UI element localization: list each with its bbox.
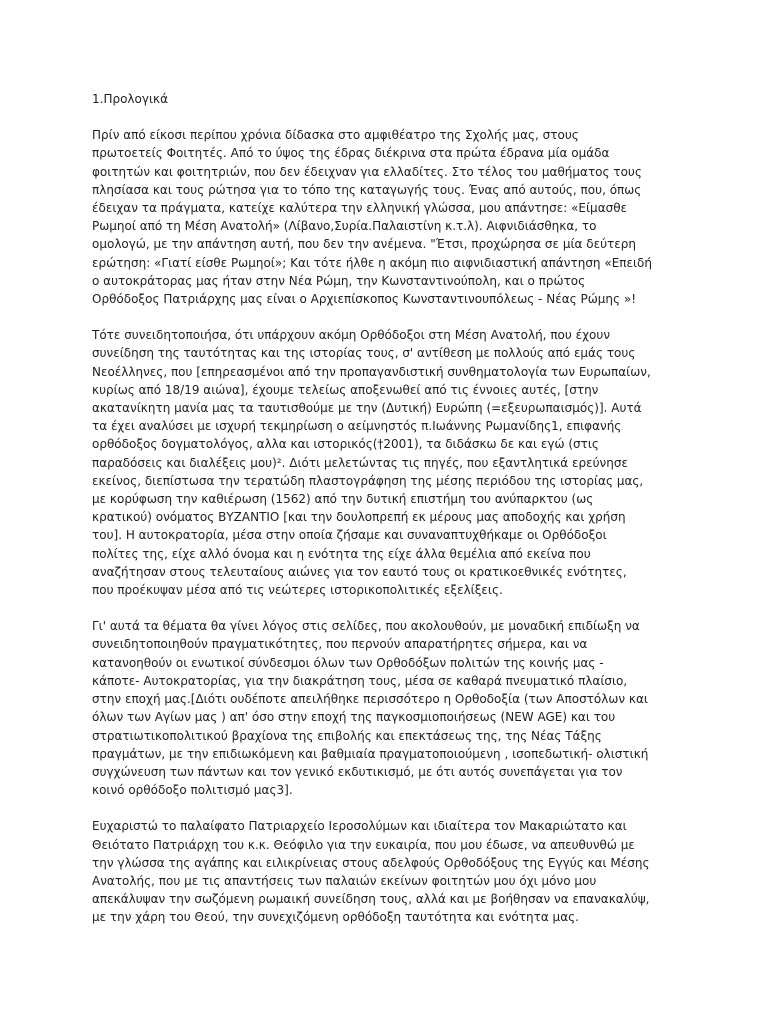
text-line: κυρίως από 18/19 αιώνα], έχουμε τελείως αποξενωθεί από τις έννοιες αυτές, [στην — [92, 382, 599, 397]
text-line: αναζήτησαν στους τελευταίους αιώνες για τον εαυτό τους οι κρατικοεθνικές ενότητες, — [92, 564, 627, 579]
text-line: Τότε συνειδητοποιήσα, ότι υπάρχουν ακόμη Ορθόδοξοι στη Μέση Ανατολή, που έχουν — [92, 328, 611, 343]
text-line: κάποτε- Αυτοκρατορίας, για την διακράτηση τους, μέσα σε καθαρά πνευματικό πλαίσιο, — [92, 673, 628, 688]
text-line: φοιτητών και φοιτητριών, που δεν έδειχναν για ελλαδίτες. Στο τέλος του μαθήματος τους — [92, 164, 642, 179]
text-line: εκείνος, διεπίστωσα την τερατώδη πλαστογράφηση της μέσης περιόδου της ιστορίας μας, — [92, 473, 644, 488]
text-line: πολίτες της, είχε αλλό όνομα και η ενότητα της είχε άλλα θεμέλια από εκείνα που — [92, 546, 591, 561]
paragraph — [92, 326, 682, 599]
text-line: Ρωμηοί από τη Μέση Ανατολή» (Λίβανο,Συρία.Παλαιστίνη κ.τ.λ). Αιφνιδιάσθηκα, το — [92, 219, 597, 234]
paragraph — [92, 817, 682, 926]
section-heading: 1.Προλογικά — [92, 92, 169, 106]
text-line: που προέκυψαν μέσα από τις νεώτερες ιστορικοπολιτικές εξελίξεις. — [92, 583, 503, 598]
text-line: την γλώσσα της αγάπης και ειλικρίνειας στους αδελφούς Ορθοδόξους της Εγγύς και Μέσης — [92, 855, 650, 870]
text-line: ο αυτοκράτορας μας ήταν στην Νέα Ρώμη, την Κωνσταντινούπολη, και ο πρώτος — [92, 273, 586, 288]
text-line: ορθόδοξος δογματολόγος, αλλα και ιστορικός(†2001), τα διδάσκω δε και εγώ (στις — [92, 437, 599, 452]
text-line: Πρίν από είκοσι περίπου χρόνια δίδασκα στο αμφιθέατρο της Σχολής μας, στους — [92, 128, 579, 143]
text-line: συνείδηση της ταυτότητας και της ιστορίας τους, σ' αντίθεση με πολλούς από εμάς τους — [92, 346, 636, 361]
paragraph-container — [92, 126, 682, 926]
text-line: Ορθόδοξος Πατριάρχης μας είναι ο Αρχιεπίσκοπος Κωνσταντινουπόλεως - Νέας Ρώμης »! — [92, 292, 637, 307]
text-line: απεκάλυψαν την σωζόμενη ρωμαική συνείδηση τους, αλλά και με βοήθησαν να επανακαλύψ, — [92, 892, 650, 907]
text-line: ομολογώ, με την απάντηση αυτή, που δεν την ανέμενα. "Έτσι, προχώρησα σε μία δεύτερη — [92, 237, 636, 252]
text-line: κατανοηθούν οι ενωτικοί σύνδεσμοι όλων των Ορθοδόξων πολιτών της κοινής μας - — [92, 655, 604, 670]
text-line: πρωτοετείς Φοιτητές. Από το ύψος της έδρας διέκρινα στα πρώτα έδρανα μία ομάδα — [92, 146, 610, 161]
text-line: Ανατολής, που με τις απαντήσεις των παλαιών εκείνων φοιτητών μου όχι μόνο μου — [92, 873, 597, 888]
text-line: παραδόσεις και διαλέξεις μου)². Διότι μελετώντας τις πηγές, που εξαντλητικά ερεύνησε — [92, 455, 628, 470]
text-line: συνειδητοποιηθούν πραγματικότητες, που περνούν απαρατήρητες σήμερα, και να — [92, 637, 588, 652]
text-line: Γι' αυτά τα θέματα θα γίνει λόγος στις σελίδες, που ακολουθούν, με μοναδική επιδίωξη να — [92, 619, 640, 634]
text-line: στην εποχή μας.[Διότι ουδέποτε απειλήθηκε περισσότερο η Ορθοδοξία (των Αποστόλων και — [92, 692, 648, 707]
text-line: Νεοέλληνες, που [επηρεασμένοι από την προπαγανδιστική συνθηματολογία των Ευρωπαίων, — [92, 364, 651, 379]
text-line: πραγμάτων, με την επιδιωκόμενη και βαθμιαία πραγματοποιούμενη , ισοπεδωτική- ολιστική — [92, 746, 649, 761]
text-line: τα έχει αναλύσει με ισχυρή τεκμηρίωση ο αείμνηστός π.Ιωάννης Ρωμανίδης1, επιφανής — [92, 419, 622, 434]
text-line: ερώτηση: «Γιατί είσθε Ρωμηοί»; Και τότε ήλθε η ακόμη πιο αιφνιδιαστική απάντηση «Επειδή — [92, 255, 652, 270]
text-line: ακατανίκητη μανία μας τα ταυτισθούμε με την (Δυτική) Ευρώπη (=εξευρωπαισμός)]. Αυτά — [92, 401, 642, 416]
text-line: έδειχαν τα πράγματα, κατείχε καλύτερα την ελληνική γλώσσα, μου απάντησε: «Είμασθε — [92, 201, 628, 216]
text-line: στρατιωτικοπολιτικού βραχίονα της επιβολής και επεκτάσεως της, της Νέας Τάξης — [92, 728, 602, 743]
text-line: συγχώνευση των πάντων και τον γενικό εκδυτικισμό, με ότι αυτός συνεπάγεται για τον — [92, 764, 623, 779]
document-body — [92, 90, 682, 945]
paragraph — [92, 126, 682, 308]
text-line: του]. Η αυτοκρατορία, μέσα στην οποία ζήσαμε και συναναπτυχθήκαμε οι Ορθόδοξοι — [92, 528, 607, 543]
text-line: πλησίασα και τους ρώτησα για το τόπο της καταγωγής τους. Ένας από αυτούς, που, όπως — [92, 182, 642, 197]
text-line: Ευχαριστώ το παλαίφατο Πατριαρχείο Ιεροσολύμων και ιδιαίτερα τον Μακαριώτατο και — [92, 819, 627, 834]
text-line: κοινό ορθόδοξο πολιτισμό μας3]. — [92, 783, 293, 798]
text-line: όλων των Αγίων μας ) απ' όσο στην εποχή της παγκοσμιοποιήσεως (NEW AGE) και του — [92, 710, 616, 725]
text-line: με κορύφωση την καθιέρωση (1562) από την δυτική επιστήμη του ανύπαρκτου (ως — [92, 492, 594, 507]
text-line: με την χάρη του Θεού, την συνεχιζόμενη ορθόδοξη ταυτότητα και ενότητα μας. — [92, 910, 579, 925]
paragraph — [92, 617, 682, 799]
text-line: κρατικού) ονόματος ΒΥΖΑΝΤΙΟ [και την δουλοπρεπή εκ μέρους μας αποδοχής και χρήση — [92, 510, 626, 525]
text-line: Θειότατο Πατριάρχη του κ.κ. Θεόφιλο για την ευκαιρία, που μου έδωσε, να απευθυνθώ με — [92, 837, 635, 852]
